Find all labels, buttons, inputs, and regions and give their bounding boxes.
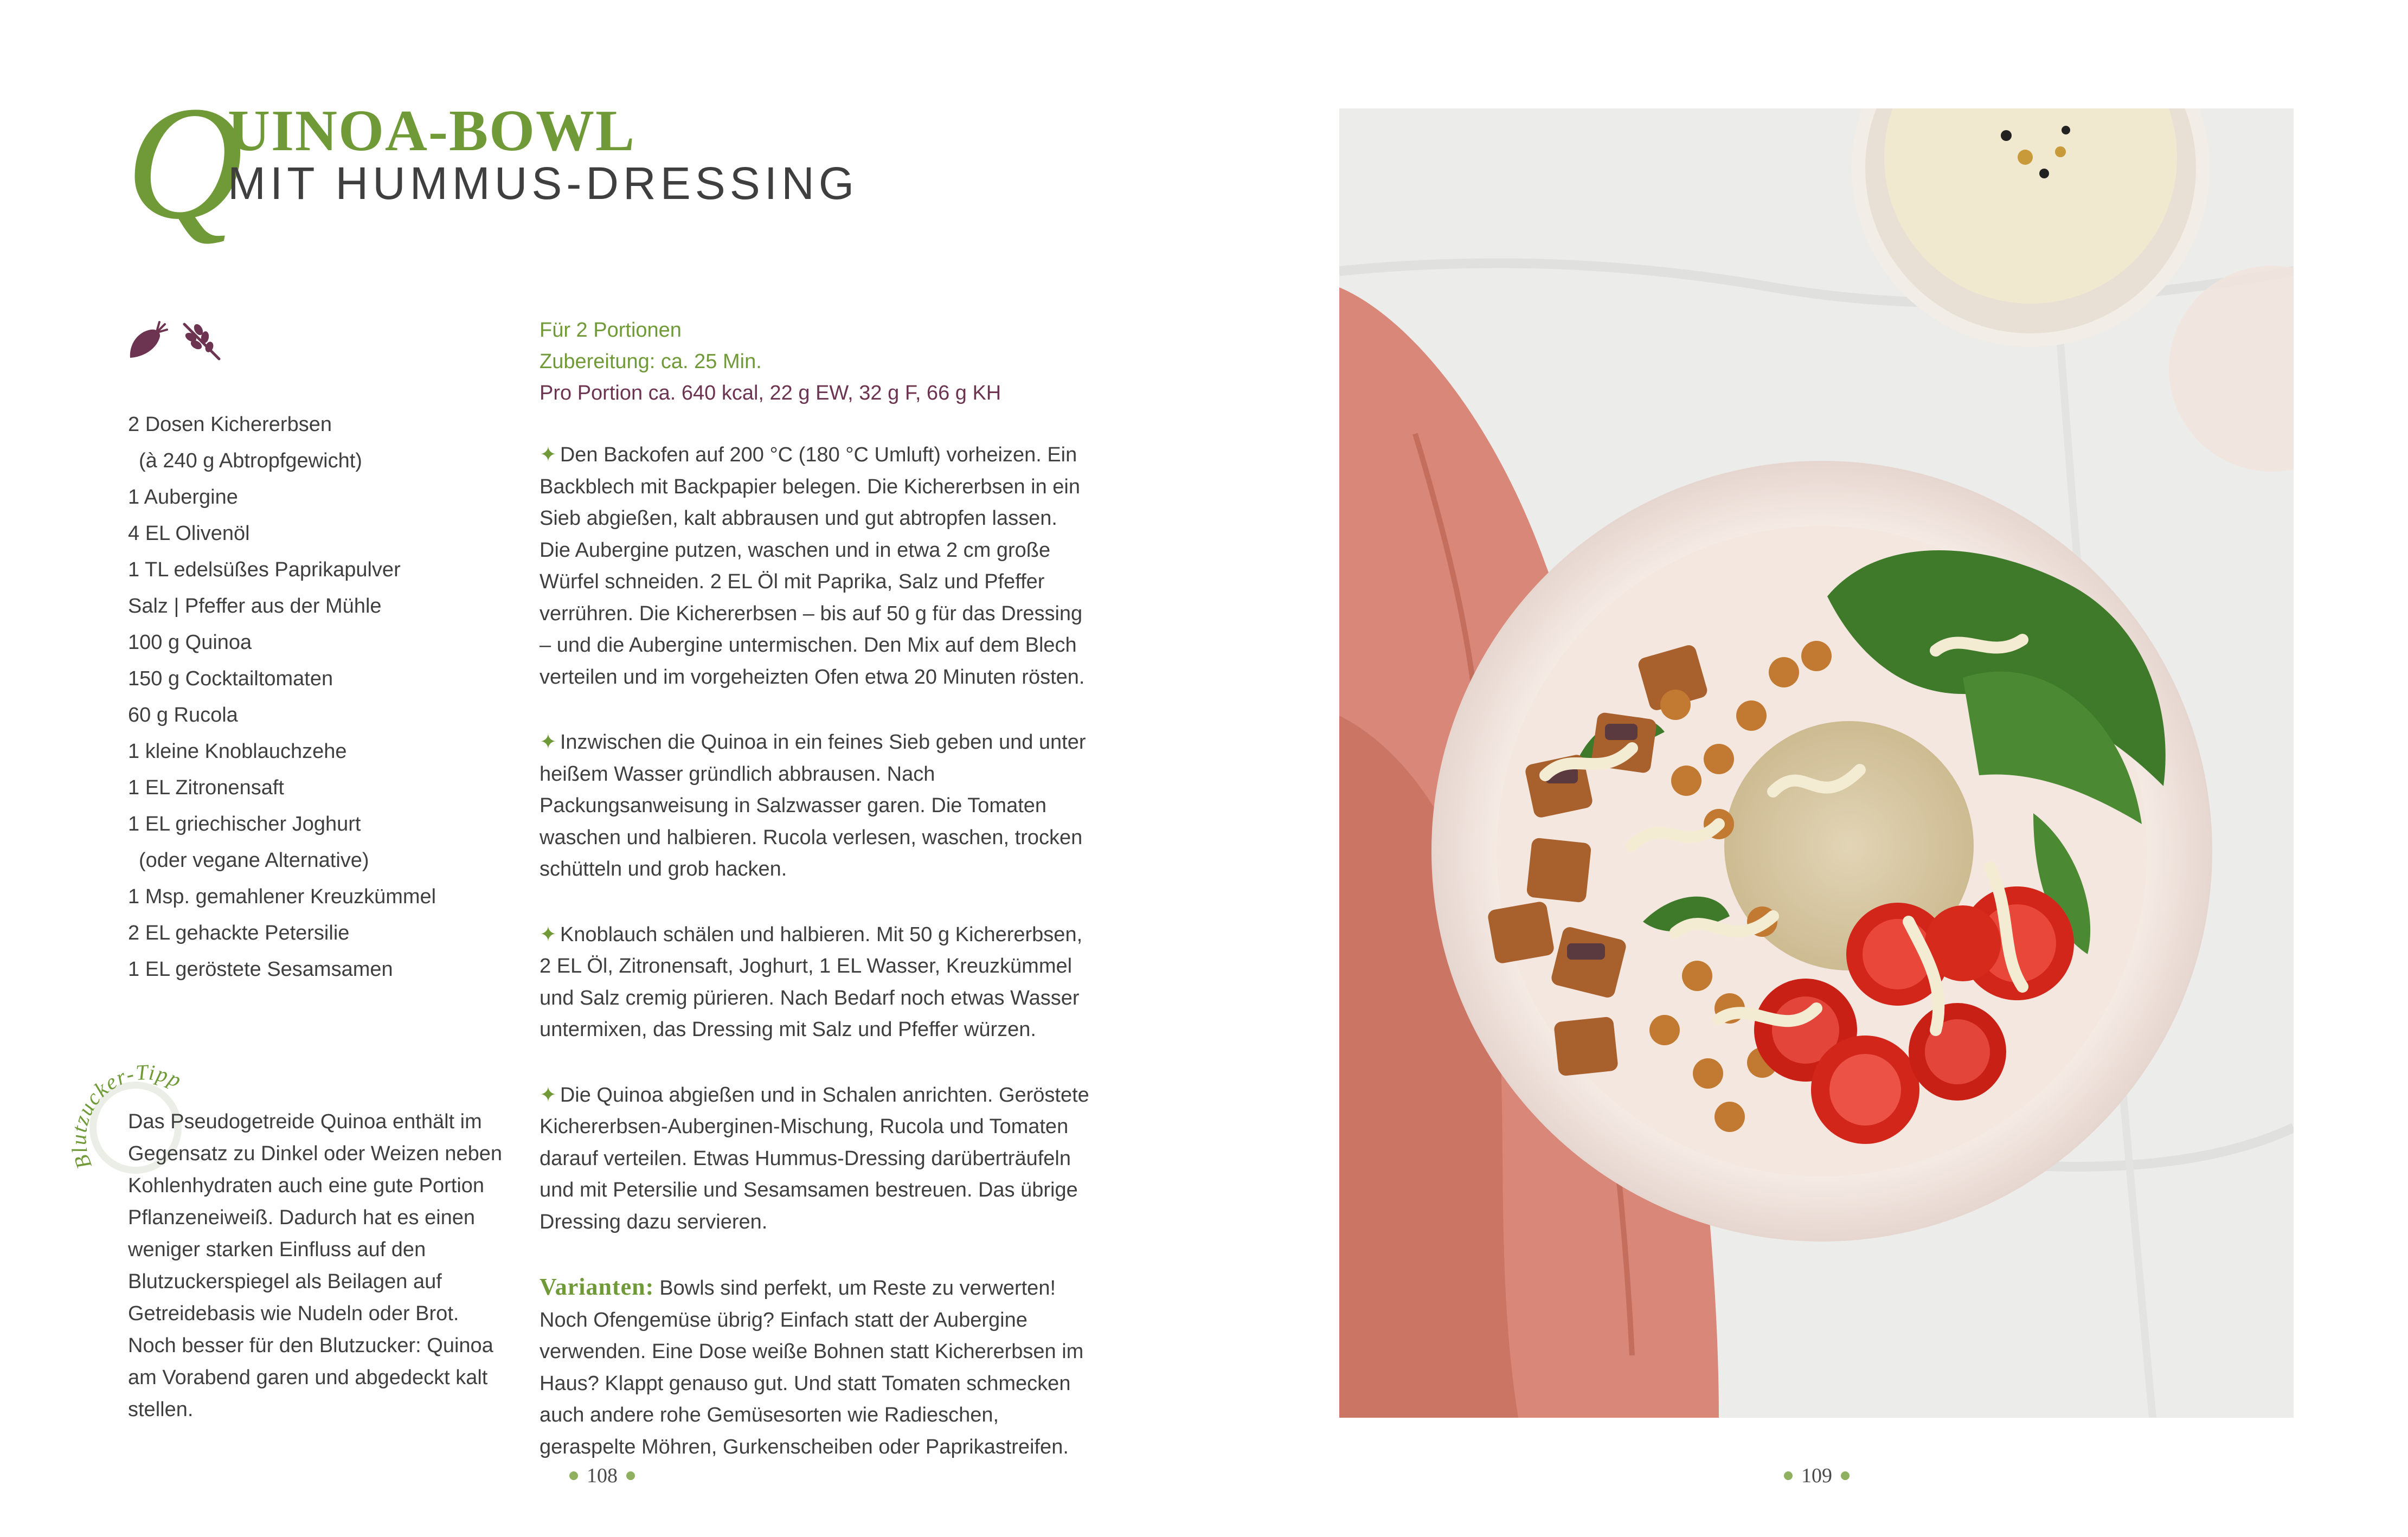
ingredient-item: 1 EL geröstete Sesamsamen <box>128 958 393 981</box>
instruction-steps <box>540 439 1093 1496</box>
ingredient-item: 150 g Cocktailtomaten <box>128 667 333 690</box>
recipe-meta <box>540 314 1109 409</box>
variants-heading: Varianten: <box>540 1274 654 1300</box>
ingredient-list <box>128 407 508 988</box>
nutrition-info: Pro Portion ca. 640 kcal, 22 g EW, 32 g F, 66 g KH <box>540 382 1001 404</box>
prep-time: Zubereitung: ca. 25 Min. <box>540 350 762 373</box>
page-number-left <box>569 1464 635 1488</box>
page-number-text: 109 <box>1801 1464 1832 1487</box>
ingredient-item: 1 kleine Knoblauchzehe <box>128 740 347 763</box>
variants <box>540 1271 1093 1463</box>
ingredient-item: 2 Dosen Kichererbsen <box>128 413 332 436</box>
step-text: Den Backofen auf 200 °C (180 °C Umluft) vorheizen. Ein Backblech mit Backpapier belegen. Die Kichererbsen in ein Sieb abgießen, kalt abbrausen und gut abtropfen lassen. Die Aubergine putzen, waschen und in etwa 2 cm große Würfel schneiden. 2 EL Öl mit Paprika, Salz und Pfeffer verrühren. Die Kichererbsen – bis auf 50 g für das Dressing – und die Aubergine untermischen. Den Mix auf dem Blech verteilen und im vorgeheizten Ofen etwa 20 Minuten rösten. <box>540 443 1085 689</box>
step-text: Knoblauch schälen und halbieren. Mit 50 g Kichererbsen, 2 EL Öl, Zitronensaft, Joghurt, 1 EL Wasser, Kreuzkümmel und Salz cremig pürieren. Nach Bedarf noch etwas Wasser untermixen, das Dressing mit Salz und Pfeffer würzen. <box>540 923 1083 1041</box>
ingredient-item: 1 Aubergine <box>128 486 238 509</box>
dot-icon <box>1784 1471 1793 1480</box>
step-marker-icon: ✦ <box>540 923 557 946</box>
crossed-out-grain-icon <box>179 319 222 362</box>
dot-icon <box>569 1471 578 1480</box>
ingredient-item: 1 EL griechischer Joghurt <box>128 813 361 835</box>
step-text: Inzwischen die Quinoa in ein feines Sieb geben und unter heißem Wasser gründlich abbrausen. Nach Packungsanweisung in Salzwasser garen. Die Tomaten waschen und halbieren. Rucola verlesen, waschen, trocken schütteln und grob hacken. <box>540 731 1086 880</box>
ingredient-item: 4 EL Olivenöl <box>128 522 250 545</box>
tip-heading: Blutzucker-Tipp <box>66 1059 187 1173</box>
step-text: Die Quinoa abgießen und in Schalen anrichten. Geröstete Kichererbsen-Auberginen-Mischung, Rucola und Tomaten darauf verteilen. Etwas Hummus-Dressing darüberträufeln und mit Petersilie und Sesamsamen bestreuen. Das übrige Dressing dazu servieren. <box>540 1083 1089 1233</box>
ingredient-item: 2 EL gehackte Petersilie <box>128 922 350 944</box>
step-marker-icon: ✦ <box>540 731 557 754</box>
recipe-subtitle: MIT HUMMUS-DRESSING <box>228 158 859 209</box>
step-marker-icon: ✦ <box>540 443 557 466</box>
page-number-right <box>1784 1464 1850 1488</box>
title-initial: Q <box>126 73 243 253</box>
page-number-text: 108 <box>587 1464 618 1487</box>
ingredient-item: 1 EL Zitronensaft <box>128 776 284 799</box>
step-4 <box>540 1079 1093 1238</box>
ingredient-item: 1 TL edelsüßes Paprikapulver <box>128 558 401 581</box>
dot-icon <box>1841 1471 1850 1480</box>
quinoa-bowl-photo <box>1339 108 2294 1418</box>
ingredient-item: (à 240 g Abtropfgewicht) <box>139 449 362 472</box>
variants-text: Bowls sind perfekt, um Reste zu verwerten! Noch Ofengemüse übrig? Einfach statt der Aubergine verwenden. Eine Dose weiße Bohnen statt Kichererbsen im Haus? Klappt genauso gut. Und statt Tomaten schmecken auch andere rohe Gemüsesorten wie Radieschen, geraspelte Möhren, Gurkenscheiben oder Paprikastreifen. <box>540 1277 1084 1458</box>
step-marker-icon: ✦ <box>540 1083 557 1107</box>
ingredient-item: (oder vegane Alternative) <box>139 849 369 872</box>
ingredient-item: 60 g Rucola <box>128 704 238 726</box>
tip-text: Das Pseudogetreide Quinoa enthält im Gegensatz zu Dinkel oder Weizen neben Kohlenhydraten auch eine gute Portion Pflanzeneiweiß. Dadurch hat es einen weniger starken Einfluss auf den Blutzuckerspiegel als Beilagen auf Getreidebasis wie Nudeln oder Brot. Noch besser für den Blutzucker: Quinoa am Vorabend garen und abgedeckt kalt stellen. <box>128 1110 503 1421</box>
servings: Für 2 Portionen <box>540 319 682 342</box>
dot-icon <box>626 1471 635 1480</box>
ingredient-item: 1 Msp. gemahlener Kreuzkümmel <box>128 885 436 908</box>
step-1 <box>540 439 1093 693</box>
recipe-title: UINOA-BOWL <box>228 99 636 163</box>
step-2 <box>540 726 1093 885</box>
step-3 <box>540 919 1093 1046</box>
ingredient-item: Salz | Pfeffer aus der Mühle <box>128 595 382 618</box>
ingredient-item: 100 g Quinoa <box>128 631 252 654</box>
sweet-potato-icon <box>126 320 169 363</box>
